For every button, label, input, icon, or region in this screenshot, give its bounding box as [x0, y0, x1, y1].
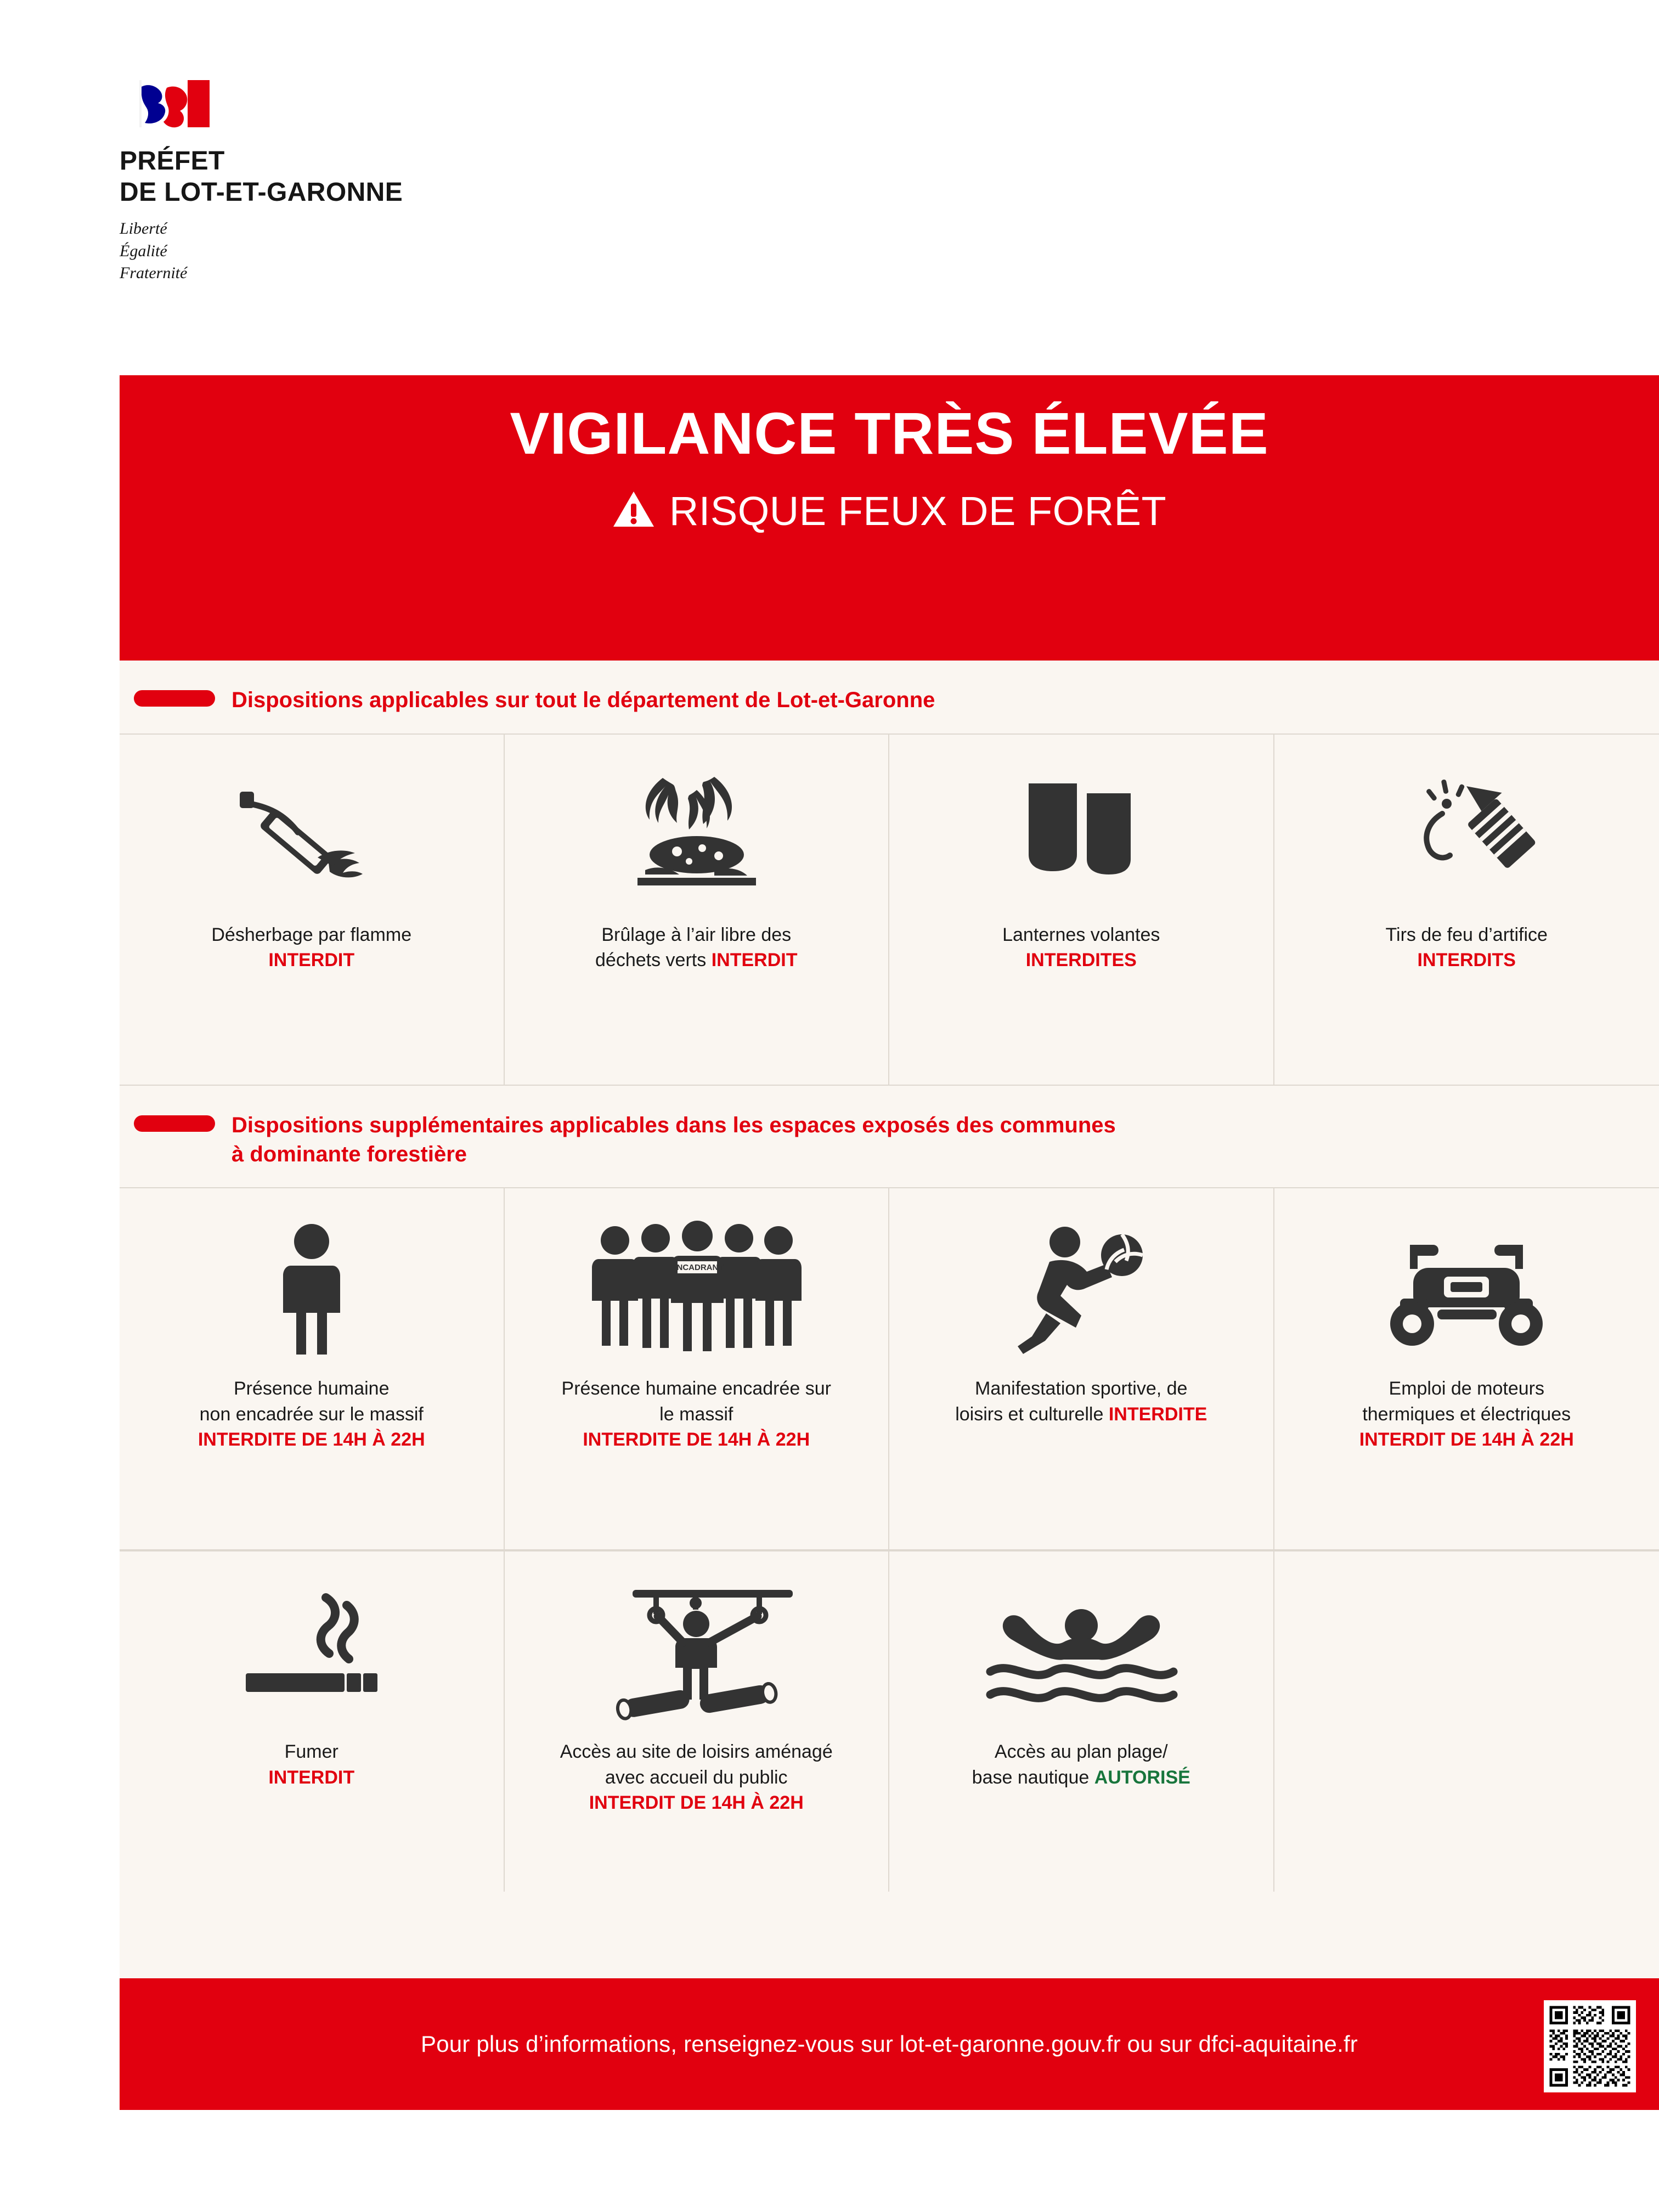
measure-cell-brulage	[505, 735, 890, 1086]
measure-cell-empty	[1274, 1551, 1659, 1892]
accrobranche-icon	[592, 1576, 800, 1729]
measure-cell-moteurs	[1274, 1188, 1659, 1550]
measure-caption-moteurs	[1359, 1376, 1574, 1452]
measure-caption-fumer	[268, 1739, 354, 1790]
measure-status-presence-encadree: INTERDITE DE 14H À 22H	[583, 1429, 810, 1450]
measure-cell-manifestation-sportive	[889, 1188, 1274, 1550]
measure-cell-plan-plage	[889, 1551, 1274, 1892]
section-bullet-bar	[134, 690, 215, 707]
measure-label2-presence-encadree: le massif	[659, 1403, 733, 1425]
measure-caption-feu-artifice	[1386, 922, 1548, 973]
measure-label-presence-encadree: Présence humaine encadrée sur	[561, 1378, 831, 1400]
measures-grid-forestiere-row1	[120, 1187, 1659, 1550]
cigarette-icon	[229, 1576, 394, 1729]
measure-label-feu-artifice: Tirs de feu d’artifice	[1385, 924, 1548, 945]
section-title-communes-forestieres	[232, 1111, 1116, 1169]
measure-cell-presence-non-encadree	[120, 1188, 505, 1550]
measure-caption-presence-non-encadree	[198, 1376, 425, 1452]
measure-caption-plan-plage	[972, 1739, 1190, 1790]
sport-ball-player-icon	[999, 1212, 1164, 1366]
measure-caption-presence-encadree	[562, 1376, 831, 1452]
measure-status-brulage: INTERDIT	[711, 950, 798, 971]
measure-label-plan-plage: Accès au plan plage/	[994, 1741, 1168, 1763]
section-title-departement: Dispositions applicables sur tout le département de Lot-et-Garonne	[232, 688, 935, 712]
measure-status-lanternes: INTERDITES	[1025, 950, 1137, 971]
document-header	[120, 77, 613, 285]
measure-label-site-loisirs: Accès au site de loisirs aménagé	[560, 1741, 833, 1763]
measures-grid-forestiere-row2	[120, 1550, 1659, 1892]
measure-status-plan-plage: AUTORISÉ	[1094, 1767, 1190, 1788]
measure-caption-manifestation-sportive	[955, 1376, 1207, 1426]
measure-caption-brulage	[595, 922, 797, 973]
measure-label2-plan-plage: base nautique	[972, 1767, 1090, 1788]
measure-label2-site-loisirs: avec accueil du public	[605, 1767, 788, 1788]
measures-grid-departement	[120, 733, 1659, 1086]
warning-triangle-icon	[612, 490, 655, 532]
supervisor-vest-label: ENCADRANT	[671, 1263, 724, 1273]
motto-fraternite: Fraternité	[120, 264, 188, 283]
section-bullet-bar-2	[134, 1115, 215, 1132]
measure-cell-feu-artifice	[1274, 735, 1659, 1086]
measures-panel	[120, 661, 1659, 1978]
measure-cell-lanternes	[889, 735, 1274, 1086]
section-header-departement	[120, 661, 1659, 733]
measure-label2-moteurs: thermiques et électriques	[1362, 1403, 1571, 1425]
firework-icon	[1390, 759, 1543, 912]
measure-label2-presence-non-encadree: non encadrée sur le massif	[199, 1403, 424, 1425]
quad-bike-icon	[1376, 1212, 1557, 1366]
republic-motto	[120, 218, 613, 285]
measure-status-feu-artifice: INTERDITS	[1417, 950, 1516, 971]
measure-status-desherbage: INTERDIT	[268, 950, 355, 971]
section-title-line2: à dominante forestière	[232, 1142, 467, 1166]
measure-status-fumer: INTERDIT	[268, 1767, 355, 1788]
banner-title: VIGILANCE TRÈS ÉLEVÉE	[510, 400, 1269, 466]
supervised-group-icon	[581, 1212, 811, 1366]
measure-cell-fumer	[120, 1551, 505, 1892]
measure-cell-presence-encadree	[505, 1188, 890, 1550]
measure-cell-site-loisirs	[505, 1551, 890, 1892]
motto-egalite: Égalité	[120, 241, 167, 260]
section-title-line1: Dispositions supplémentaires applicables dans les espaces exposés des communes	[232, 1113, 1116, 1137]
qr-code-icon[interactable]	[1544, 2000, 1636, 2092]
measure-status-site-loisirs: INTERDIT DE 14H À 22H	[589, 1792, 804, 1813]
banner-subtitle-row	[120, 490, 1659, 532]
person-icon	[257, 1212, 366, 1366]
measure-caption-site-loisirs	[560, 1739, 833, 1815]
footer-bar	[120, 1978, 1659, 2110]
measure-label-fumer: Fumer	[284, 1741, 338, 1763]
motto-liberte: Liberté	[120, 219, 167, 238]
measure-status-manifestation-sportive: INTERDITE	[1108, 1403, 1207, 1425]
measure-label2-manifestation-sportive: loisirs et culturelle	[955, 1403, 1104, 1425]
footer-info-text: Pour plus d’informations, renseignez-vous sur lot-et-garonne.gouv.fr ou sur dfci-aquitaine.fr	[420, 2031, 1358, 2057]
section-header-communes-forestieres	[120, 1086, 1659, 1188]
measure-label-moteurs: Emploi de moteurs	[1389, 1378, 1544, 1400]
measure-status-moteurs: INTERDIT DE 14H À 22H	[1359, 1429, 1574, 1450]
flame-weeder-icon	[221, 759, 402, 912]
measure-label-lanternes: Lanternes volantes	[1002, 924, 1160, 945]
measure-label-brulage: Brûlage à l’air libre des	[601, 924, 792, 945]
measure-label-manifestation-sportive: Manifestation sportive, de	[975, 1378, 1188, 1400]
banner-subtitle: RISQUE FEUX DE FORÊT	[669, 488, 1167, 534]
measure-cell-desherbage	[120, 735, 505, 1086]
marianne-logo	[120, 77, 224, 137]
measure-status-presence-non-encadree: INTERDITE DE 14H À 22H	[198, 1429, 425, 1450]
sky-lantern-icon	[1005, 759, 1158, 912]
measure-label-presence-non-encadree: Présence humaine	[233, 1378, 390, 1400]
measure-label2-brulage: déchets verts	[595, 950, 707, 971]
measure-caption-lanternes	[1002, 922, 1160, 973]
prefecture-title-line1: PRÉFET	[120, 146, 225, 176]
prefecture-title-line2: DE LOT-ET-GARONNE	[120, 177, 403, 207]
green-waste-burning-icon	[606, 759, 787, 912]
measure-label-desherbage: Désherbage par flamme	[211, 924, 412, 945]
alert-banner	[120, 375, 1659, 661]
swimmer-icon	[977, 1576, 1186, 1729]
measure-caption-desherbage	[211, 922, 411, 973]
